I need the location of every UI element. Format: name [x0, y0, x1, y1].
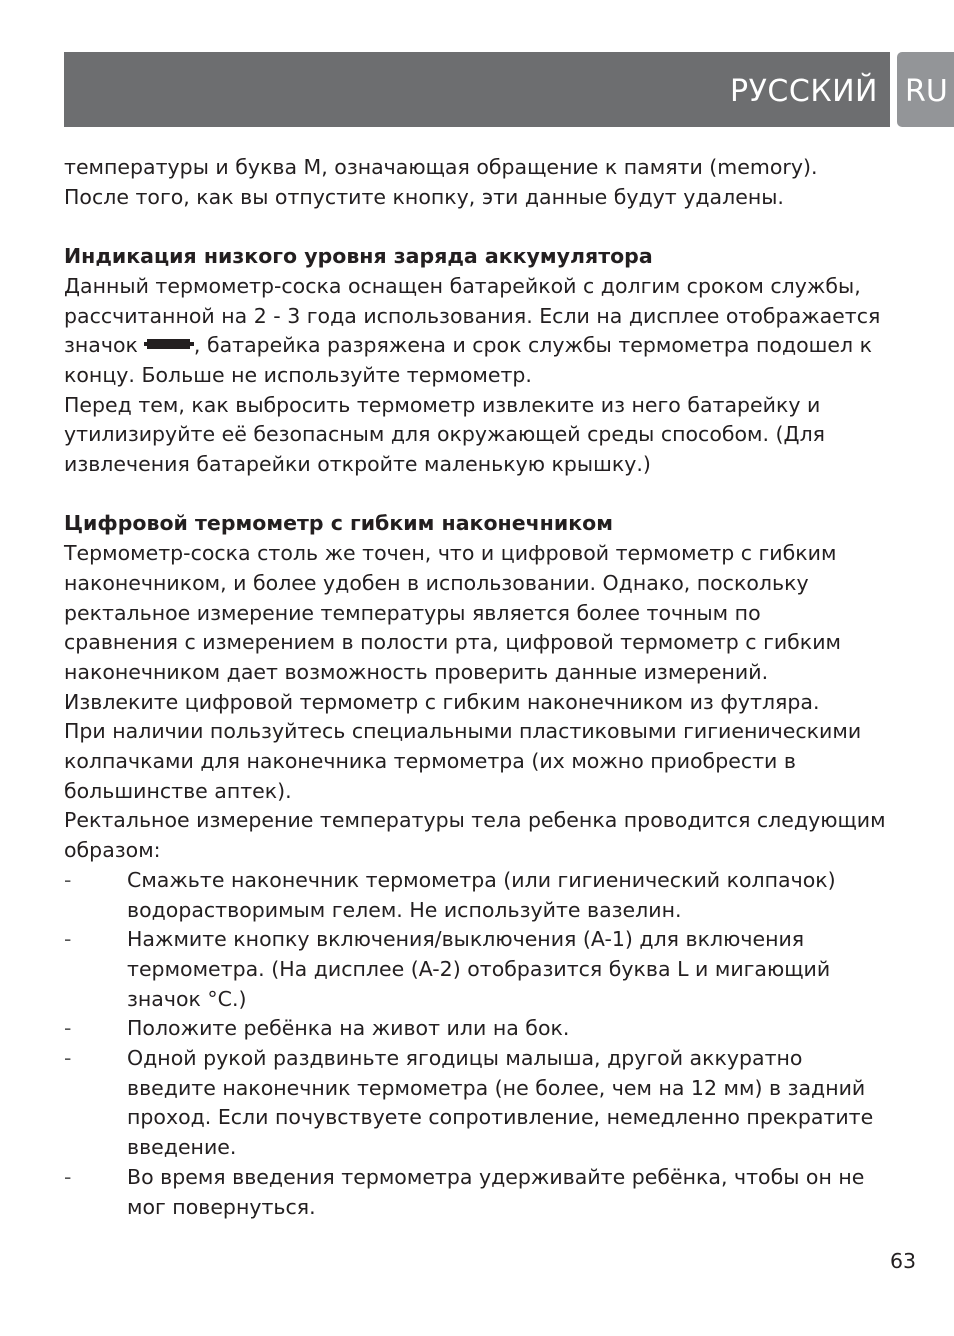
language-tab: [897, 52, 954, 127]
list-item: [64, 1044, 894, 1163]
section-heading-low-battery: Индикация низкого уровня заряда аккумулятора: [64, 244, 653, 269]
body-text: Перед тем, как выбросить термометр извлеките из него батарейку и: [64, 392, 821, 417]
flexible-body: [64, 539, 894, 866]
list-item: [64, 925, 894, 1014]
section-heading-flexible-thermometer: Цифровой термометр с гибким наконечником: [64, 511, 613, 536]
page-number: 63: [890, 1249, 917, 1273]
list-item-text: водорастворимым гелем. Не используйте вазелин.: [127, 897, 682, 922]
body-text: большинстве аптек).: [64, 778, 292, 803]
list-bullet-dash: -: [64, 927, 72, 952]
body-text: После того, как вы отпустите кнопку, эти данные будут удалены.: [64, 184, 784, 209]
body-text: колпачками для наконечника термометра (их можно приобрести в: [64, 749, 796, 774]
body-text-with-icon: [64, 331, 894, 361]
body-text: Данный термометр-соска оснащен батарейкой с долгим сроком службы,: [64, 273, 861, 298]
list-item-text: введите наконечник термометра (не более, чем на 12 мм) в задний: [127, 1075, 866, 1100]
list-item-text: Смажьте наконечник термометра (или гигиенический колпачок): [127, 867, 836, 892]
list-item-text: термометра. (На дисплее (A-2) отобразится буква L и мигающий: [127, 956, 831, 981]
section-title: РУССКИЙ: [730, 74, 878, 109]
body-text: образом:: [64, 838, 161, 863]
body-text: извлечения батарейки откройте маленькую крышку.): [64, 452, 651, 477]
body-text: рассчитанной на 2 - 3 года использования. Если на дисплее отображается: [64, 303, 881, 328]
list-item: [64, 1014, 894, 1044]
body-text: температуры и буква M, означающая обращение к памяти (memory).: [64, 155, 818, 179]
body-text: утилизируйте её безопасным для окружающей среды способом. (Для: [64, 422, 826, 447]
list-bullet-dash: -: [64, 1046, 72, 1071]
language-code: RU: [905, 74, 948, 109]
body-text: , батарейка разряжена и срок службы термометра подошел к: [193, 333, 873, 358]
list-item: [64, 866, 894, 925]
body-text: наконечником дает возможность проверить данные измерений.: [64, 659, 769, 684]
body-text: наконечником, и более удобен в использовании. Однако, поскольку: [64, 570, 809, 595]
body-text: концу. Больше не используйте термометр.: [64, 362, 532, 387]
list-item-text: введение.: [127, 1135, 237, 1160]
list-item-text: проход. Если почувствуете сопротивление, немедленно прекратите: [127, 1105, 874, 1130]
body-text: Ректальное измерение температуры тела ребенка проводится следующим: [64, 808, 886, 833]
list-item-text: Положите ребёнка на живот или на бок.: [127, 1016, 570, 1041]
body-text: значок: [64, 333, 138, 358]
list-item-text: Нажмите кнопку включения/выключения (A-1) для включения: [127, 927, 805, 952]
body-text: При наличии пользуйтесь специальными пластиковыми гигиеническими: [64, 719, 862, 744]
body-text: Извлеките цифровой термометр с гибким наконечником из футляра.: [64, 689, 820, 714]
list-bullet-dash: -: [64, 1164, 72, 1189]
list-item-text: Одной рукой раздвиньте ягодицы малыша, другой аккуратно: [127, 1046, 803, 1071]
list-bullet-dash: -: [64, 867, 72, 892]
section-header-bar: [64, 52, 890, 127]
battery-low-icon: [144, 339, 194, 349]
list-bullet-dash: -: [64, 1016, 72, 1041]
body-text: сравнения с измерением в полости рта, цифровой термометр с гибким: [64, 630, 841, 655]
list-item-text: мог повернуться.: [127, 1194, 316, 1219]
body-text: ректальное измерение температуры является более точным по: [64, 600, 761, 625]
list-item-text: Во время введения термометра удерживайте ребёнка, чтобы он не: [127, 1164, 865, 1189]
instruction-list: [64, 866, 894, 1222]
list-item: [64, 1163, 894, 1222]
page-content: [64, 153, 894, 1222]
list-item-text: значок °C.): [127, 986, 247, 1011]
body-text: Термометр-соска столь же точен, что и цифровой термометр с гибким: [64, 541, 837, 566]
